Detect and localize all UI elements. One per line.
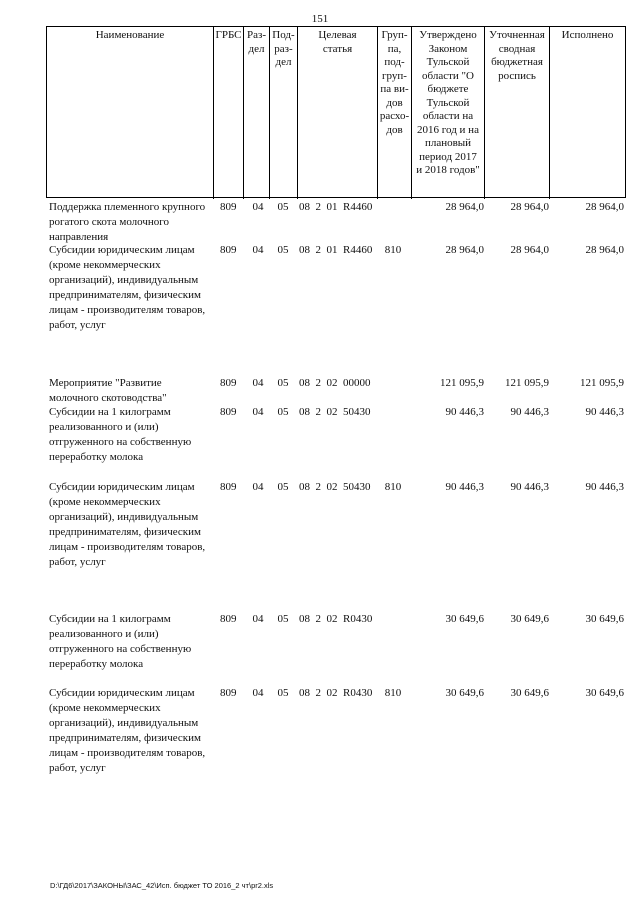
row-name: Субсидии на 1 килограмм реализованного и (или) отгруженного на собственную переработку молока: [49, 613, 192, 670]
row-razdel: 04: [252, 244, 264, 256]
row-executed: 30 649,6: [585, 687, 624, 699]
row-grbs: 809: [220, 377, 237, 389]
row-executed: 28 964,0: [585, 201, 624, 213]
row-grbs: 809: [220, 244, 237, 256]
row-refined: 30 649,6: [510, 613, 549, 625]
header-podrazdel: [270, 27, 298, 199]
row-podrazdel: 05: [277, 613, 289, 625]
header-target: [298, 27, 378, 199]
row-grbs: 809: [220, 481, 237, 493]
row-razdel: 04: [252, 406, 264, 418]
file-path-footer: D:\ГД6\2017\ЗАКОНЫ\ЗАС_42\Исп. бюджет ТО 2016_2 чт\pr2.xls: [50, 881, 274, 890]
row-name: Субсидии на 1 килограмм реализованного и (или) отгруженного на собственную переработку молока: [49, 406, 192, 463]
page-number: 151: [311, 13, 329, 25]
header-approved-text: Утверждено Законом Тульской области "О бюджете Тульской области на 2016 год и на плановый период 2017 и 2018 годов": [416, 29, 480, 176]
row-refined: 30 649,6: [510, 687, 549, 699]
header-razdel: [244, 27, 270, 199]
row-executed: 121 095,9: [580, 377, 624, 389]
header-refined: [485, 27, 550, 199]
table-header: [46, 26, 626, 198]
row-approved: 90 446,3: [445, 481, 484, 493]
row-podrazdel: 05: [277, 377, 289, 389]
header-group: [378, 27, 412, 199]
row-target: 08 2 02 50430: [299, 481, 371, 493]
row-executed: 30 649,6: [585, 613, 624, 625]
row-razdel: 04: [252, 481, 264, 493]
row-refined: 90 446,3: [510, 481, 549, 493]
row-name: Поддержка племенного крупного рогатого скота молочного направления: [49, 201, 206, 243]
header-executed: [550, 27, 625, 199]
header-name: [47, 27, 214, 199]
header-group-text: Груп- па, под- груп- па ви- дов расхо- дов: [379, 29, 410, 136]
row-approved: 30 649,6: [445, 687, 484, 699]
header-grbs-text: ГРБС: [215, 29, 242, 41]
row-refined: 121 095,9: [505, 377, 549, 389]
header-approved: [412, 27, 485, 199]
row-grbs: 809: [220, 687, 237, 699]
row-approved: 28 964,0: [445, 201, 484, 213]
row-group: 810: [384, 687, 402, 699]
row-name: Субсидии юридическим лицам (кроме некоммерческих организаций), индивидуальным предпринимателям, физическим лицам - производителям товаров, работ, услуг: [49, 481, 206, 568]
header-grbs: [214, 27, 244, 199]
row-target: 08 2 02 00000: [299, 377, 371, 389]
row-refined: 28 964,0: [510, 201, 549, 213]
header-refined-text: Уточненная сводная бюджетная роспись: [489, 29, 545, 82]
row-refined: 28 964,0: [510, 244, 549, 256]
row-approved: 28 964,0: [445, 244, 484, 256]
row-group: 810: [384, 481, 402, 493]
row-approved: 121 095,9: [440, 377, 484, 389]
row-target: 08 2 01 R4460: [299, 244, 373, 256]
row-target: 08 2 01 R4460: [299, 201, 373, 213]
row-podrazdel: 05: [277, 406, 289, 418]
row-group: 810: [384, 244, 402, 256]
row-executed: 28 964,0: [585, 244, 624, 256]
row-grbs: 809: [220, 201, 237, 213]
row-razdel: 04: [252, 377, 264, 389]
header-podrazdel-text: Под- раз- дел: [272, 29, 295, 68]
row-name: Субсидии юридическим лицам (кроме некоммерческих организаций), индивидуальным предпринимателям, физическим лицам - производителям товаров, работ, услуг: [49, 244, 206, 331]
row-grbs: 809: [220, 613, 237, 625]
header-target-text: Целевая статья: [318, 29, 357, 55]
row-podrazdel: 05: [277, 244, 289, 256]
row-target: 08 2 02 R0430: [299, 613, 373, 625]
header-executed-text: Исполнено: [561, 29, 614, 41]
row-refined: 90 446,3: [510, 406, 549, 418]
row-name: Мероприятие "Развитие молочного скотоводства": [49, 377, 167, 404]
row-target: 08 2 02 50430: [299, 406, 371, 418]
row-approved: 30 649,6: [445, 613, 484, 625]
row-razdel: 04: [252, 687, 264, 699]
row-name: Субсидии юридическим лицам (кроме некоммерческих организаций), индивидуальным предпринимателям, физическим лицам - производителям товаров, работ, услуг: [49, 687, 206, 774]
row-executed: 90 446,3: [585, 481, 624, 493]
header-name-text: Наименование: [95, 29, 165, 41]
row-podrazdel: 05: [277, 481, 289, 493]
row-podrazdel: 05: [277, 687, 289, 699]
row-razdel: 04: [252, 613, 264, 625]
row-podrazdel: 05: [277, 201, 289, 213]
header-razdel-text: Раз- дел: [246, 29, 266, 55]
row-target: 08 2 02 R0430: [299, 687, 373, 699]
row-approved: 90 446,3: [445, 406, 484, 418]
row-executed: 90 446,3: [585, 406, 624, 418]
row-grbs: 809: [220, 406, 237, 418]
row-razdel: 04: [252, 201, 264, 213]
